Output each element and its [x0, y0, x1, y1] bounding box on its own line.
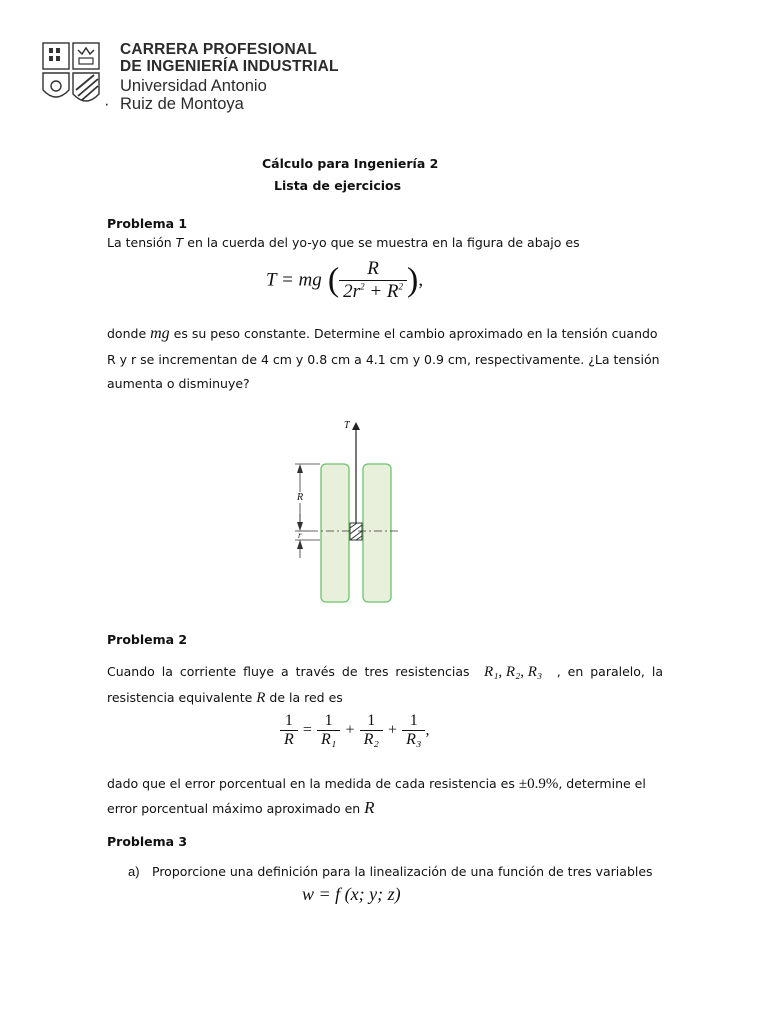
eq2-den2: R₂ — [363, 731, 379, 748]
problem1-intro-a: La tensión — [107, 235, 176, 250]
tension-equation-den-b: + R — [364, 281, 399, 302]
university-name-line2: Ruiz de Montoya — [120, 95, 244, 113]
yoyo-figure — [280, 418, 410, 608]
document-subtitle: Lista de ejercicios — [274, 178, 402, 193]
problem1-intro-var: T — [175, 235, 184, 250]
eq2-tail: , — [425, 721, 430, 739]
problem2-heading: Problema 2 — [107, 632, 188, 647]
problem2-line1-vars: R₁, R₂, R₃ — [484, 664, 543, 680]
problem2-line2-var: R — [256, 690, 266, 706]
problem2-line1-b: , en paralelo, la — [556, 664, 663, 679]
figure-label-r: r — [298, 530, 302, 540]
problem2-line4-a: error porcentual máximo aproximado en — [107, 801, 365, 816]
resistance-equation — [280, 712, 429, 749]
tension-equation-num: R — [339, 258, 407, 281]
problem1-intro-b: en la cuerda del yo-yo que se muestra en la figura de abajo es — [183, 235, 580, 250]
problem3-item-a-marker: a) — [128, 864, 140, 879]
problem1-line2: R y r se incrementan de 4 cm y 0.8 cm a 4.1 cm y 0.9 cm, respectivamente. ¿La tensión — [107, 352, 660, 367]
figure-label-R: R — [297, 492, 304, 503]
eq2-den3: R₃ — [406, 731, 422, 748]
problem2-line3-a: dado que el error porcentual en la medida de cada resistencia es — [107, 776, 519, 791]
tension-eq-sq2: 2 — [398, 281, 403, 292]
tension-equation: T = mg ( $\frac{R}{2r^2 + R^2}$ ), — [266, 258, 424, 302]
eq2-plus1: + — [345, 721, 355, 739]
problem2-line1-a: Cuando la corriente fluye a través de tres resistencias — [107, 664, 470, 679]
program-name-line1: CARRERA PROFESIONAL — [120, 41, 317, 58]
eq2-num1: 1 — [317, 712, 340, 731]
program-name-line2: DE INGENIERÍA INDUSTRIAL — [120, 58, 339, 75]
eq2-num2: 1 — [360, 712, 383, 731]
problem2-line3 — [107, 772, 646, 796]
eq2-den0: R — [284, 731, 294, 748]
problem1-intro — [107, 231, 580, 255]
problem1-line3: aumenta o disminuye? — [107, 376, 250, 391]
logo-crest — [42, 42, 102, 112]
eq2-num0: 1 — [280, 712, 298, 731]
problem2-line4 — [107, 796, 375, 821]
tension-equation-lhs: T = mg — [266, 269, 322, 291]
eq2-num3: 1 — [402, 712, 425, 731]
problem2-line2 — [107, 686, 343, 710]
problem2-line3-b: , determine el — [558, 776, 646, 791]
tension-eq-sq1: 2 — [360, 281, 365, 292]
problem3-item-a-text: Proporcione una definición para la linealización de una función de tres variables — [152, 864, 653, 879]
problem1-text1-a: donde — [107, 326, 151, 341]
document-title: Cálculo para Ingeniería 2 — [262, 156, 439, 171]
figure-label-T: T — [344, 420, 350, 431]
eq2-den1: R₁ — [321, 731, 337, 748]
problem2-line4-var: R — [364, 798, 375, 817]
eq2-plus2: + — [388, 721, 398, 739]
problem2-line3-val: ±0.9% — [518, 776, 559, 792]
problem3-item-a — [128, 860, 653, 884]
tension-equation-den-a: 2r — [343, 281, 361, 302]
problem2-line1 — [107, 660, 663, 684]
problem1-heading: Problema 1 — [107, 216, 188, 231]
problem1-line1 — [107, 322, 658, 346]
university-name-line1: Universidad Antonio — [120, 77, 267, 95]
problem1-text1-b: es su peso constante. Determine el cambio aproximado en la tensión cuando — [169, 326, 658, 341]
problem1-text1-var: mg — [150, 325, 170, 342]
eq2-equals: = — [302, 721, 312, 739]
function-equation: w = f (x; y; z) — [302, 884, 401, 904]
header-bullet: · — [104, 95, 110, 113]
problem3-heading: Problema 3 — [107, 834, 188, 849]
tension-equation-tail: , — [418, 269, 424, 291]
problem2-line2-b: de la red es — [265, 690, 343, 705]
problem2-line2-a: resistencia equivalente — [107, 690, 257, 705]
